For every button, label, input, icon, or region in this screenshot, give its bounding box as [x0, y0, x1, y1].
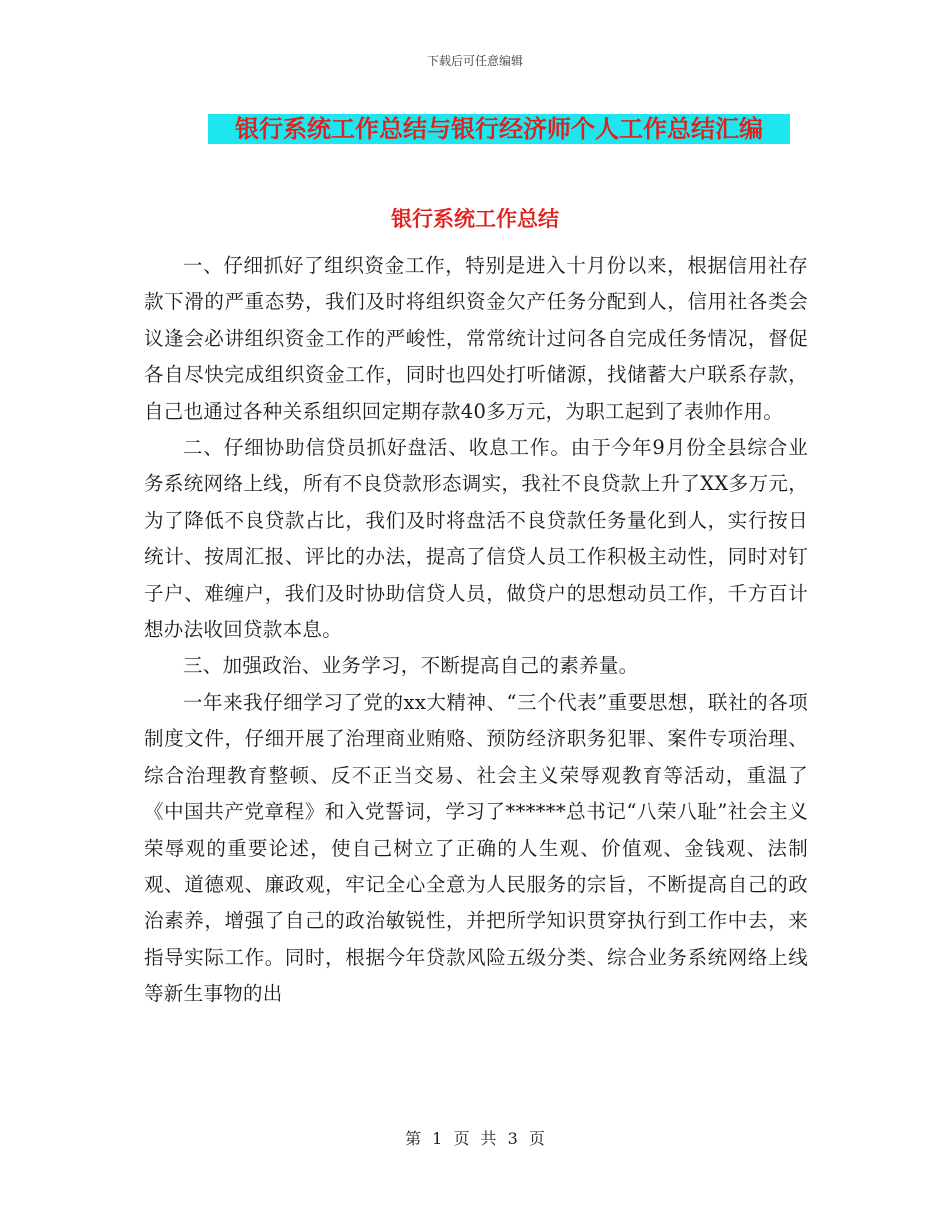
header-note: 下载后可任意编辑: [426, 54, 523, 68]
document-title-highlight: [208, 114, 790, 144]
page-footer: 第 1 页 共 3 页: [405, 1129, 545, 1148]
document-title: 银行系统工作总结与银行经济师个人工作总结汇编: [235, 115, 763, 143]
document-body: [144, 248, 808, 1013]
paragraph: 一年来我仔细学习了党的xx大精神、“三个代表”重要思想，联社的各项制度文件，仔细开展了治理商业贿赂、预防经济职务犯罪、案件专项治理、综合治理教育整顿、反不正当交易、社会主义荣辱观教育等活动，重温了《中国共产党章程》和入党誓词，学习了******总书记“八荣八耻”社会主义荣辱观的重要论述，使自己树立了正确的人生观、价值观、金钱观、法制观、道德观、廉政观，牢记全心全意为人民服务的宗旨，不断提高自己的政治素养，增强了自己的政治敏锐性，并把所学知识贯穿执行到工作中去，来指导实际工作。同时，根据今年贷款风险五级分类、综合业务系统网络上线等新生事物的出: [144, 690, 808, 1006]
paragraph: 一、仔细抓好了组织资金工作，特别是进入十月份以来，根据信用社存款下滑的严重态势，我们及时将组织资金欠产任务分配到人，信用社各类会议逢会必讲组织资金工作的严峻性，常常统计过问各自完成任务情况，督促各自尽快完成组织资金工作，同时也四处打听储源，找储蓄大户联系存款，自己也通过各种关系组织回定期存款40多万元，为职工起到了表帅作用。: [144, 254, 808, 423]
paragraph: 二、仔细协助信贷员抓好盘活、收息工作。由于今年9月份全县综合业务系统网络上线，所有不良贷款形态调实，我社不良贷款上升了XX多万元，为了降低不良贷款占比，我们及时将盘活不良贷款任务量化到人，实行按日统计、按周汇报、评比的办法，提高了信贷人员工作积极主动性，同时对钉子户、难缠户，我们及时协助信贷人员，做贷户的思想动员工作，千方百计想办法收回贷款本息。: [144, 436, 808, 642]
paragraph: 三、加强政治、业务学习，不断提高自己的素养量。: [183, 654, 639, 678]
section-title: 银行系统工作总结: [391, 207, 559, 231]
